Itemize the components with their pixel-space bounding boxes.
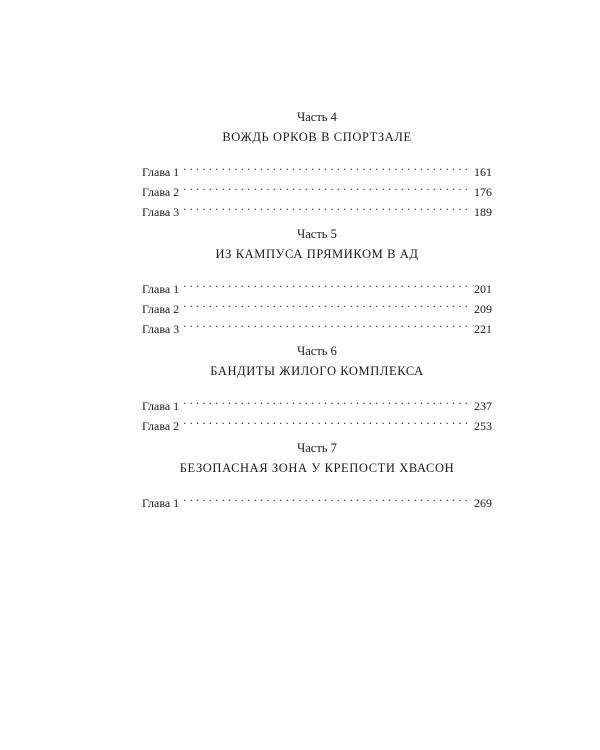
dot-leader <box>183 156 470 176</box>
toc-entry <box>142 390 492 413</box>
chapter-label: Глава 2 <box>142 302 180 316</box>
page-number: 237 <box>474 399 492 413</box>
part-title: ИЗ КАМПУСА ПРЯМИКОМ В АД <box>215 247 419 261</box>
chapter-list <box>142 273 492 336</box>
page-number: 253 <box>474 419 492 433</box>
toc-entry <box>142 313 492 336</box>
chapter-label: Глава 1 <box>142 165 180 179</box>
toc-entry <box>142 156 492 179</box>
dot-leader <box>183 410 470 430</box>
part-title: ВОЖДЬ ОРКОВ В СПОРТЗАЛЕ <box>222 130 412 144</box>
chapter-label: Глава 3 <box>142 205 180 219</box>
chapter-list <box>142 390 492 433</box>
toc-entry <box>142 293 492 316</box>
toc-entry <box>142 196 492 219</box>
part-title: БЕЗОПАСНАЯ ЗОНА У КРЕПОСТИ ХВАСОН <box>179 461 455 475</box>
page-number: 209 <box>474 302 492 316</box>
chapter-list <box>142 156 492 219</box>
page-number: 269 <box>474 496 492 510</box>
page-number: 176 <box>474 185 492 199</box>
chapter-label: Глава 2 <box>142 185 180 199</box>
part-label: Часть 4 <box>297 110 337 124</box>
table-of-contents <box>142 109 492 517</box>
dot-leader <box>183 196 470 216</box>
chapter-label: Глава 2 <box>142 419 180 433</box>
dot-leader <box>183 313 470 333</box>
chapter-label: Глава 1 <box>142 399 180 413</box>
chapter-label: Глава 3 <box>142 322 180 336</box>
page-number: 221 <box>474 322 492 336</box>
dot-leader <box>183 487 470 507</box>
chapter-label: Глава 1 <box>142 496 180 510</box>
chapter-list <box>142 487 492 510</box>
page-number: 201 <box>474 282 492 296</box>
toc-part-7 <box>142 440 492 510</box>
toc-entry <box>142 487 492 510</box>
dot-leader <box>183 293 470 313</box>
dot-leader <box>183 390 470 410</box>
toc-entry <box>142 273 492 296</box>
dot-leader <box>183 176 470 196</box>
toc-entry <box>142 176 492 199</box>
toc-entry <box>142 410 492 433</box>
part-label: Часть 5 <box>297 227 337 241</box>
page-number: 161 <box>474 165 492 179</box>
part-title: БАНДИТЫ ЖИЛОГО КОМПЛЕКСА <box>210 364 424 378</box>
chapter-label: Глава 1 <box>142 282 180 296</box>
toc-part-6 <box>142 343 492 433</box>
toc-part-5 <box>142 226 492 336</box>
toc-part-4 <box>142 109 492 219</box>
dot-leader <box>183 273 470 293</box>
page-number: 189 <box>474 205 492 219</box>
part-label: Часть 7 <box>297 441 337 455</box>
part-label: Часть 6 <box>297 344 337 358</box>
